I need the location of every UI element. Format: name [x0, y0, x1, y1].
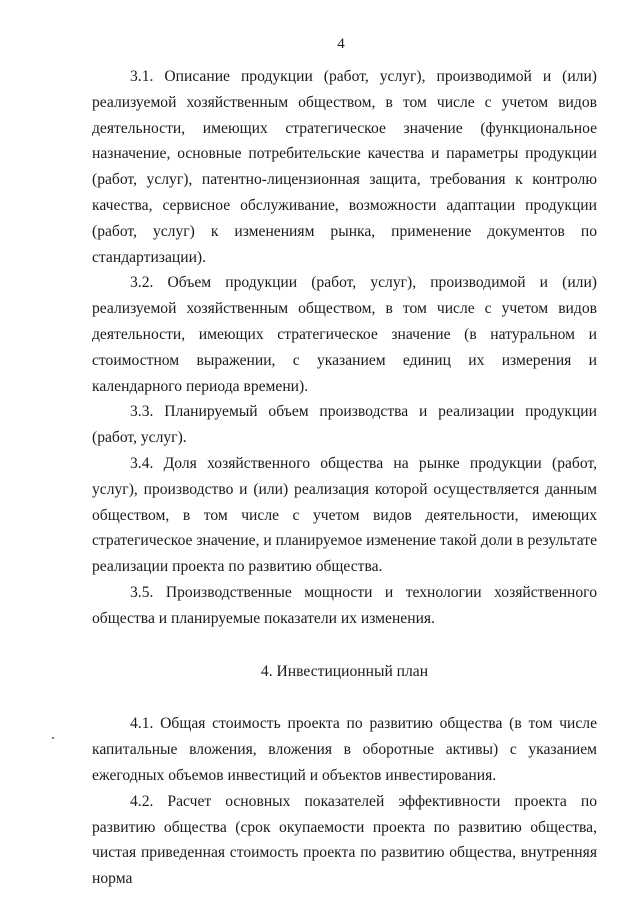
- paragraph-3-5: 3.5. Производственные мощности и технологии хозяйственного общества и планируемые показатели их изменения.: [92, 583, 597, 627]
- paragraph-3-4: 3.4. Доля хозяйственного общества на рынке продукции (работ, услуг), производство и (или) реализация которой осуществляется данным обществом, в том числе с учетом видов деятельности, имеющих стратегическое значение, и планируемое изменение такой доли в результате реализации проекта по развитию общества.: [92, 454, 597, 576]
- paragraph-4-1: 4.1. Общая стоимость проекта по развитию общества (в том числе капитальные вложения, вложения в оборотные активы) с указанием ежегодных объемов инвестиций и объектов инвестирования.: [92, 715, 597, 784]
- spacer: [92, 632, 597, 659]
- paragraph-3-3: 3.3. Планируемый объем производства и реализации продукции (работ, услуг).: [92, 403, 597, 447]
- paragraph-3-2: 3.2. Объем продукции (работ, услуг), производимой и (или) реализуемой хозяйственным обществом, в том числе с учетом видов деятельности, имеющих стратегическое значение (в натуральном и стоимостном выражении, с указанием единиц их измерения и календарного периода времени).: [92, 274, 597, 395]
- section-heading: 4. Инвестиционный план: [260, 662, 429, 680]
- paragraph-3-1: 3.1. Описание продукции (работ, услуг), производимой и (или) реализуемой хозяйственным обществом, в том числе с учетом видов деятельности, имеющих стратегическое значение (функциональное назначение, основные потребительские качества и параметры продукции (работ, услуг), патентно-лицензионная защита, требования к контролю качества, сервисное обслуживание, возможности адаптации продукции (работ, услуг) к изменениям рынка, применение документов по стандартизации).: [92, 68, 597, 266]
- paragraph-4-2: 4.2. Расчет основных показателей эффективности проекта по развитию общества (срок окупаемости проекта по развитию общества, чистая приведенная стоимость проекта по развитию общества, внутренняя норма: [92, 792, 597, 888]
- page-number: 4: [337, 36, 345, 52]
- document-body: [92, 64, 597, 892]
- spacer: [92, 684, 597, 711]
- scan-speck: [52, 737, 54, 739]
